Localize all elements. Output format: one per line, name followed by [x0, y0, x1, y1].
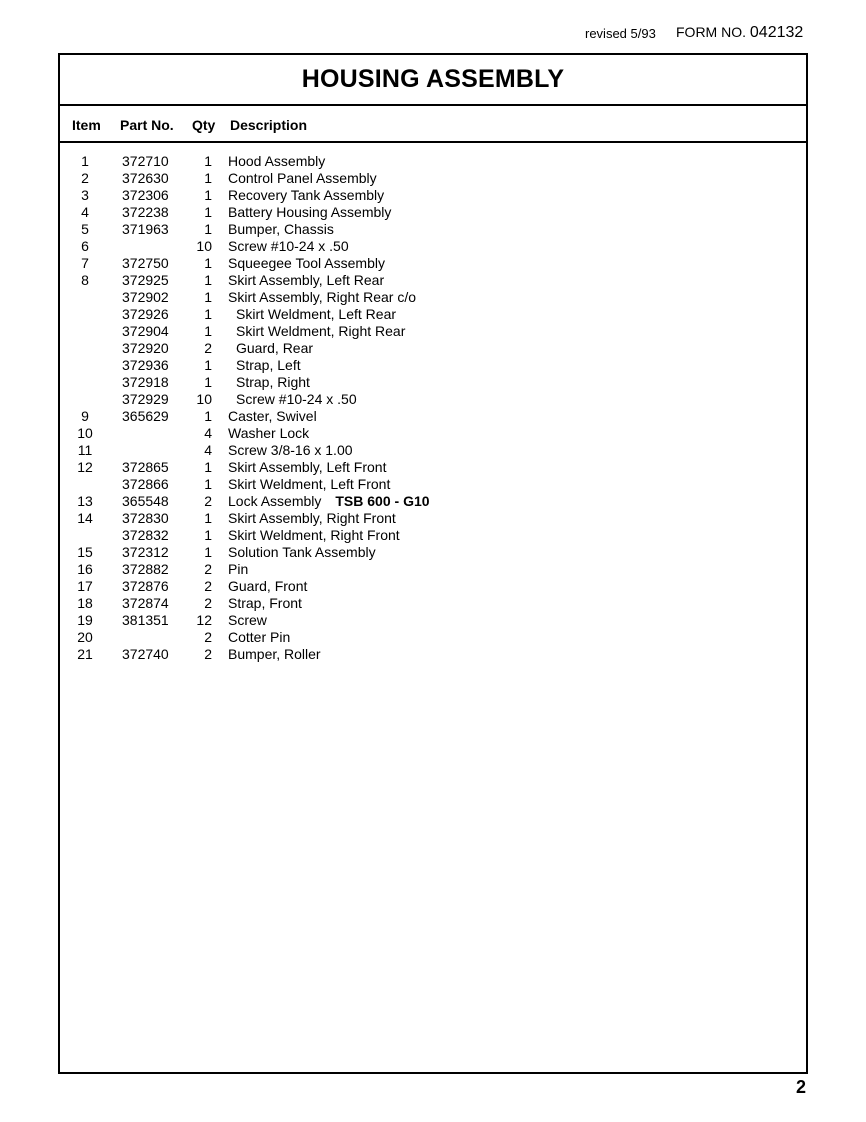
item-number: 3	[81, 187, 89, 203]
quantity: 1	[204, 204, 212, 220]
description: Guard, Front	[228, 578, 308, 594]
description: Squeegee Tool Assembly	[228, 255, 385, 271]
item-number: 17	[77, 578, 93, 594]
description: Cotter Pin	[228, 629, 291, 645]
column-header-description: Description	[230, 117, 308, 133]
part-number: 372306	[122, 187, 169, 203]
quantity: 1	[204, 476, 212, 492]
table-row	[60, 204, 806, 221]
description: Skirt Assembly, Left Front	[228, 459, 387, 475]
description-cell	[236, 306, 396, 323]
table-row	[60, 527, 806, 544]
column-header-part-no: Part No.	[120, 117, 174, 133]
item-number: 5	[81, 221, 89, 237]
quantity: 2	[204, 595, 212, 611]
description: Skirt Weldment, Left Front	[228, 476, 391, 492]
part-number: 365629	[122, 408, 169, 424]
quantity: 10	[196, 238, 212, 254]
table-row	[60, 340, 806, 357]
item-number: 16	[77, 561, 93, 577]
table-row	[60, 595, 806, 612]
part-number: 372710	[122, 153, 169, 169]
item-number: 10	[77, 425, 93, 441]
description: Bumper, Chassis	[228, 221, 334, 237]
description: Skirt Weldment, Right Rear	[236, 323, 406, 339]
item-number: 4	[81, 204, 89, 220]
part-number: 372750	[122, 255, 169, 271]
page-title: HOUSING ASSEMBLY	[301, 65, 565, 93]
quantity: 1	[204, 459, 212, 475]
description-cell	[228, 595, 302, 612]
item-number: 14	[77, 510, 93, 526]
description-cell	[228, 476, 390, 493]
part-number: 372312	[122, 544, 169, 560]
item-number: 13	[77, 493, 93, 509]
table-row	[60, 357, 806, 374]
description: Strap, Right	[236, 374, 310, 390]
table-row	[60, 629, 806, 646]
description: Strap, Left	[236, 357, 301, 373]
item-number: 11	[77, 442, 93, 458]
quantity: 1	[204, 323, 212, 339]
item-number: 15	[77, 544, 93, 560]
page-number: 2	[796, 1077, 807, 1097]
quantity: 10	[196, 391, 212, 407]
part-number: 372902	[122, 289, 169, 305]
part-number: 372238	[122, 204, 169, 220]
description-cell	[228, 561, 248, 578]
description-cell	[228, 255, 385, 272]
quantity: 4	[204, 425, 212, 441]
quantity: 1	[204, 170, 212, 186]
description-cell	[236, 374, 310, 391]
description-cell	[236, 391, 357, 408]
table-row	[60, 476, 806, 493]
table-row	[60, 272, 806, 289]
table-row	[60, 221, 806, 238]
quantity: 1	[204, 510, 212, 526]
table-row	[60, 238, 806, 255]
description-cell	[236, 323, 405, 340]
description: Pin	[228, 561, 249, 577]
table-row	[60, 442, 806, 459]
quantity: 1	[204, 221, 212, 237]
description-cell	[228, 493, 430, 510]
service-bulletin-note: TSB 600 - G10	[335, 493, 430, 509]
revised-label: revised 5/93	[585, 26, 656, 41]
table-row	[60, 493, 806, 510]
table-row	[60, 323, 806, 340]
description-cell	[228, 170, 377, 187]
description: Bumper, Roller	[228, 646, 321, 662]
table-row	[60, 289, 806, 306]
table-row	[60, 408, 806, 425]
table-row	[60, 646, 806, 663]
parts-list-frame	[58, 53, 808, 1074]
item-number: 1	[81, 153, 89, 169]
quantity: 1	[204, 544, 212, 560]
description: Skirt Assembly, Left Rear	[228, 272, 385, 288]
part-number: 372904	[122, 323, 169, 339]
item-number: 9	[81, 408, 89, 424]
quantity: 1	[204, 374, 212, 390]
part-number: 372882	[122, 561, 169, 577]
quantity: 2	[204, 493, 212, 509]
part-number: 372830	[122, 510, 169, 526]
item-number: 6	[81, 238, 89, 254]
description: Washer Lock	[228, 425, 310, 441]
quantity: 1	[204, 408, 212, 424]
quantity: 1	[204, 357, 212, 373]
description: Solution Tank Assembly	[228, 544, 376, 560]
description-cell	[228, 578, 307, 595]
part-number: 372832	[122, 527, 169, 543]
table-row	[60, 544, 806, 561]
column-header-row	[60, 106, 806, 143]
description-cell	[228, 646, 321, 663]
form-number-block	[676, 24, 803, 42]
column-header-item: Item	[72, 117, 101, 133]
part-number: 372740	[122, 646, 169, 662]
part-number: 365548	[122, 493, 169, 509]
part-number: 372876	[122, 578, 169, 594]
description: Hood Assembly	[228, 153, 326, 169]
description-cell	[228, 204, 391, 221]
table-row	[60, 510, 806, 527]
description: Recovery Tank Assembly	[228, 187, 385, 203]
quantity: 4	[204, 442, 212, 458]
part-number: 372874	[122, 595, 169, 611]
column-header-qty: Qty	[192, 117, 216, 133]
description: Guard, Rear	[236, 340, 314, 356]
table-row	[60, 187, 806, 204]
description: Screw #10-24 x .50	[236, 391, 357, 407]
quantity: 2	[204, 340, 212, 356]
part-number: 372925	[122, 272, 169, 288]
parts-table-body	[60, 143, 806, 663]
description-cell	[236, 340, 313, 357]
item-number: 12	[77, 459, 93, 475]
description-cell	[228, 187, 384, 204]
part-number: 372929	[122, 391, 169, 407]
part-number: 372918	[122, 374, 169, 390]
quantity: 1	[204, 187, 212, 203]
description-cell	[228, 221, 334, 238]
description: Caster, Swivel	[228, 408, 317, 424]
quantity: 1	[204, 272, 212, 288]
table-row	[60, 255, 806, 272]
form-label: FORM NO.	[676, 24, 746, 40]
description-cell	[228, 425, 309, 442]
description: Screw #10-24 x .50	[228, 238, 349, 254]
item-number: 21	[77, 646, 93, 662]
table-row	[60, 153, 806, 170]
description-cell	[228, 544, 376, 561]
description-cell	[228, 272, 384, 289]
description-cell	[228, 459, 386, 476]
item-number: 18	[77, 595, 93, 611]
description: Battery Housing Assembly	[228, 204, 392, 220]
description-cell	[236, 357, 301, 374]
quantity: 1	[204, 306, 212, 322]
part-number: 371963	[122, 221, 169, 237]
description-cell	[228, 289, 416, 306]
quantity: 12	[196, 612, 212, 628]
description: Skirt Assembly, Right Front	[228, 510, 396, 526]
table-row	[60, 561, 806, 578]
title-box	[60, 55, 806, 106]
table-row	[60, 578, 806, 595]
description-cell	[228, 238, 349, 255]
item-number: 19	[77, 612, 93, 628]
part-number: 372630	[122, 170, 169, 186]
description: Control Panel Assembly	[228, 170, 377, 186]
description-cell	[228, 442, 353, 459]
description-cell	[228, 527, 400, 544]
quantity: 1	[204, 289, 212, 305]
quantity: 1	[204, 255, 212, 271]
description: Screw 3/8-16 x 1.00	[228, 442, 353, 458]
table-row	[60, 306, 806, 323]
part-number: 381351	[122, 612, 169, 628]
quantity: 1	[204, 153, 212, 169]
part-number: 372866	[122, 476, 169, 492]
quantity: 2	[204, 578, 212, 594]
description-cell	[228, 153, 325, 170]
item-number: 8	[81, 272, 89, 288]
quantity: 2	[204, 629, 212, 645]
description-cell	[228, 408, 317, 425]
table-row	[60, 374, 806, 391]
item-number: 20	[77, 629, 93, 645]
table-row	[60, 459, 806, 476]
description: Screw	[228, 612, 267, 628]
part-number: 372926	[122, 306, 169, 322]
table-row	[60, 391, 806, 408]
table-row	[60, 612, 806, 629]
table-row	[60, 425, 806, 442]
description: Skirt Assembly, Right Rear c/o	[228, 289, 417, 305]
form-number: 042132	[749, 24, 804, 41]
quantity: 2	[204, 646, 212, 662]
description-cell	[228, 629, 290, 646]
description: Skirt Weldment, Left Rear	[236, 306, 397, 322]
description-cell	[228, 612, 267, 629]
table-row	[60, 170, 806, 187]
part-number: 372920	[122, 340, 169, 356]
part-number: 372936	[122, 357, 169, 373]
item-number: 2	[81, 170, 89, 186]
description: Strap, Front	[228, 595, 302, 611]
quantity: 2	[204, 561, 212, 577]
part-number: 372865	[122, 459, 169, 475]
description: Skirt Weldment, Right Front	[228, 527, 400, 543]
description-cell	[228, 510, 396, 527]
item-number: 7	[81, 255, 89, 271]
quantity: 1	[204, 527, 212, 543]
description: Lock Assembly	[228, 493, 322, 509]
